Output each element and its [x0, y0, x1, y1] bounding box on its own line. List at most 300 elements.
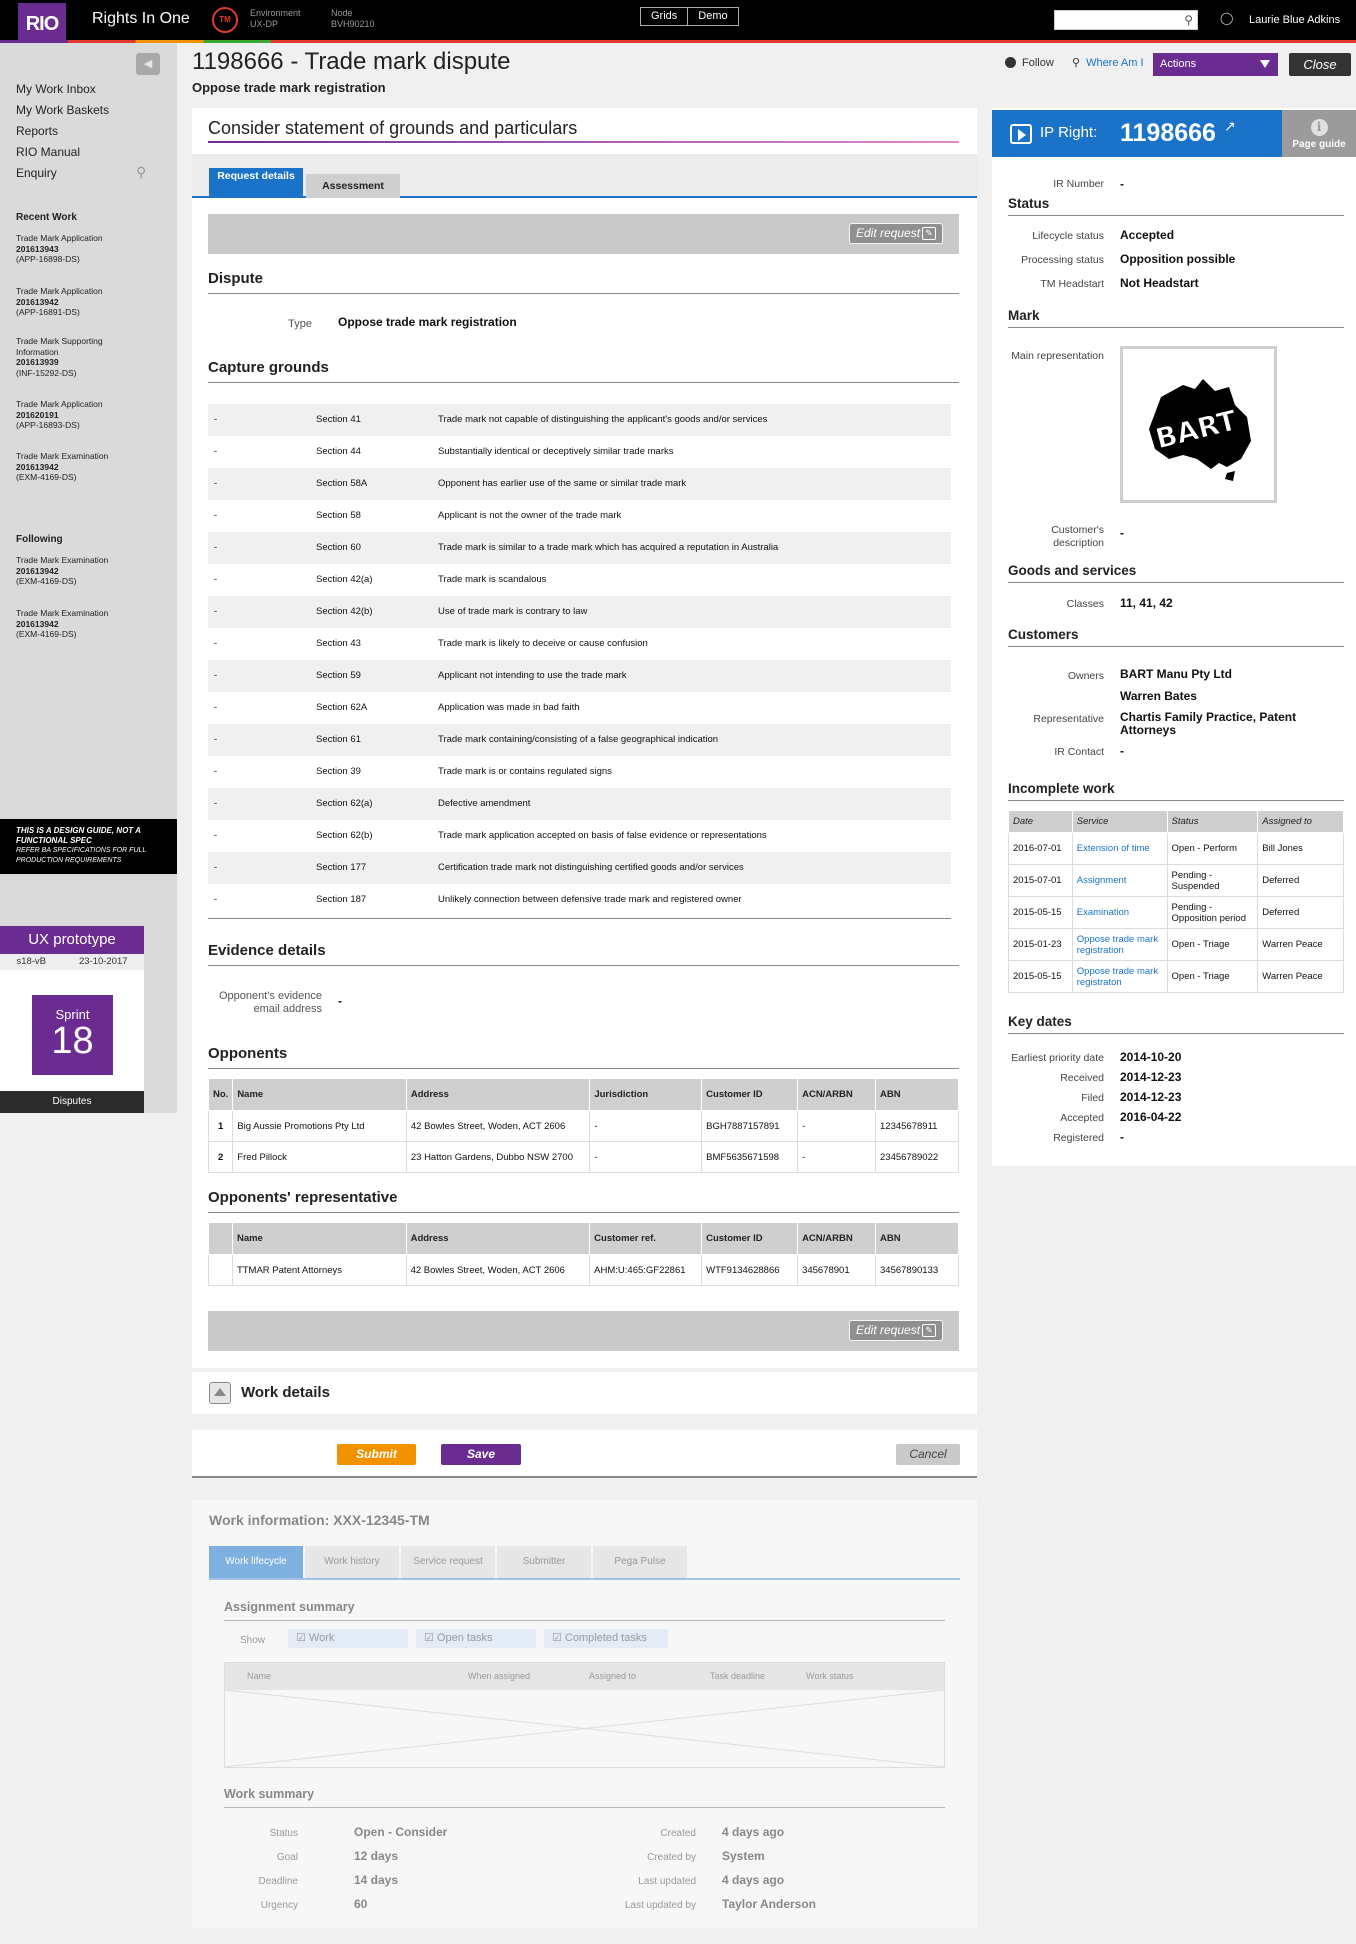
ground-desc: Trade mark is likely to deceive or cause confusion [438, 638, 648, 649]
tab-request-details[interactable]: Request details [209, 168, 303, 198]
column-header[interactable]: Service [1072, 811, 1167, 833]
ground-flag: - [214, 862, 218, 873]
ground-flag: - [214, 830, 218, 841]
mark-heading: Mark [1008, 308, 1040, 323]
column-header[interactable]: Customer ID [702, 1223, 798, 1255]
incomplete-work-row[interactable] [1009, 865, 1344, 897]
demo-button[interactable]: Demo [698, 10, 728, 22]
goal-label: Goal [276, 1852, 298, 1863]
table-cell: Warren Peace [1258, 929, 1344, 961]
grids-button[interactable]: Grids [641, 8, 688, 25]
work-info-tabs [209, 1546, 960, 1580]
table-cell: 2 [209, 1142, 233, 1173]
ground-flag: - [214, 510, 218, 521]
recent-work-heading: Recent Work [16, 212, 77, 223]
ground-flag: - [214, 734, 218, 745]
deadline-value: 14 days [354, 1873, 399, 1887]
ground-flag: - [214, 638, 218, 649]
status-heading: Status [1008, 196, 1050, 211]
dispute-heading: Dispute [208, 270, 264, 287]
table-cell: BGH7887157891 [702, 1111, 798, 1142]
table-cell: Deferred [1258, 897, 1344, 929]
tab-pega-pulse[interactable]: Pega Pulse [593, 1546, 687, 1578]
assignment-grid [224, 1662, 945, 1768]
chevron-down-icon [1260, 60, 1270, 68]
goods-services-heading: Goods and services [1008, 563, 1137, 578]
opponent-row[interactable] [209, 1142, 959, 1173]
table-cell: Fred Pillock [233, 1142, 407, 1173]
ground-desc: Unlikely connection between defensive trade mark and registered owner [438, 894, 742, 905]
table-cell: WTF9134628866 [702, 1255, 798, 1286]
classes-label: Classes [1066, 598, 1104, 610]
status-value: Open - Consider [354, 1825, 448, 1839]
table-cell: 2015-01-23 [1009, 929, 1073, 961]
table-cell: - [798, 1142, 876, 1173]
table-cell[interactable]: Examination [1072, 897, 1167, 929]
capture-grounds-heading: Capture grounds [208, 359, 329, 376]
tm-badge-icon: TM [212, 7, 238, 33]
ir-number-label: IR Number [1053, 178, 1104, 190]
divider [208, 918, 951, 919]
divider [208, 293, 959, 294]
ground-section: Section 44 [316, 446, 361, 457]
table-cell[interactable]: Extension of time [1072, 833, 1167, 865]
table-cell: Open - Perform [1167, 833, 1258, 865]
divider [224, 1807, 945, 1808]
follow-button[interactable]: Follow [1005, 57, 1054, 69]
column-header[interactable]: Date [1009, 811, 1073, 833]
ground-row[interactable] [208, 596, 951, 628]
info-icon: i [1311, 119, 1328, 136]
tab-work-lifecycle[interactable]: Work lifecycle [209, 1546, 303, 1578]
ground-flag: - [214, 446, 218, 457]
ground-section: Section 59 [316, 670, 361, 681]
ground-section: Section 42(b) [316, 606, 373, 617]
collapse-up-icon[interactable] [209, 1382, 231, 1404]
ground-desc: Trade mark containing/consisting of a false geographical indication [438, 734, 719, 745]
ip-right-panel [992, 108, 1356, 1166]
ir-number-value: - [1120, 177, 1124, 191]
key-date-label: Received [1060, 1072, 1104, 1084]
opponent-row[interactable] [209, 1111, 959, 1142]
column-header[interactable]: ACN/ARBN [798, 1079, 876, 1111]
column-header[interactable]: Name [232, 1223, 406, 1255]
edit-icon: ✎ [922, 227, 936, 240]
ground-desc: Defective amendment [438, 798, 531, 809]
ground-flag: - [214, 414, 218, 425]
divider [1008, 646, 1344, 647]
table-cell: Open - Triage [1167, 961, 1258, 993]
cancel-button[interactable]: Cancel [896, 1444, 960, 1465]
assignment-grid-header: Name When assigned Assigned to Task deadline Work status [225, 1663, 944, 1690]
table-cell: Pending - Opposition period [1167, 897, 1258, 929]
headstart-label: TM Headstart [1040, 278, 1104, 290]
table-cell: - [590, 1111, 702, 1142]
save-button[interactable]: Save [441, 1444, 521, 1465]
tab-bar [192, 154, 977, 198]
ground-row[interactable] [208, 724, 951, 756]
incomplete-work-row[interactable] [1009, 897, 1344, 929]
environment-info: Environment UX-DP [250, 8, 301, 29]
sidebar-item-reports[interactable]: Reports [16, 124, 59, 138]
opponents-rep-heading: Opponents' representative [208, 1189, 398, 1206]
work-summary-heading: Work summary [224, 1787, 315, 1801]
ground-desc: Opponent has earlier use of the same or similar trade mark [438, 478, 687, 489]
opponents-table [208, 1078, 959, 1173]
ground-desc: Application was made in bad faith [438, 702, 580, 713]
lifecycle-label: Lifecycle status [1032, 230, 1104, 242]
representative-row[interactable] [209, 1255, 959, 1286]
grids-demo-toggle [640, 7, 739, 26]
ground-flag: - [214, 670, 218, 681]
column-header[interactable]: Address [406, 1079, 589, 1111]
key-date-value: 2014-12-23 [1120, 1070, 1182, 1084]
customer-description-value: - [1120, 526, 1124, 540]
ground-section: Section 43 [316, 638, 361, 649]
ground-row[interactable] [208, 436, 951, 468]
divider [208, 382, 959, 383]
design-guide-notice: THIS IS A DESIGN GUIDE, NOT A FUNCTIONAL SPEC REFER BA SPECIFICATIONS FOR FULL PRODUCTION REQUIREMENTS [0, 819, 177, 874]
opponents-heading: Opponents [208, 1045, 288, 1062]
tab-work-history[interactable]: Work history [305, 1546, 399, 1578]
evidence-email-value: - [338, 994, 342, 1008]
divider [1008, 215, 1344, 216]
table-cell: 1 [209, 1111, 233, 1142]
ground-desc: Trade mark is or contains regulated signs [438, 766, 612, 777]
recent-work-item[interactable]: Trade Mark Application 201613943 (APP-16898-DS) [16, 233, 103, 264]
key-date-value: - [1120, 1130, 1124, 1144]
table-cell: Warren Peace [1258, 961, 1344, 993]
ground-section: Section 62(a) [316, 798, 373, 809]
table-cell: - [590, 1142, 702, 1173]
ux-footer: Disputes [0, 1091, 144, 1113]
status-label: Status [269, 1828, 298, 1839]
sidebar-item-enquiry[interactable]: Enquiry [16, 166, 57, 180]
collapse-sidebar-button[interactable]: ◀ [136, 53, 160, 75]
table-cell: Open - Triage [1167, 929, 1258, 961]
processing-label: Processing status [1021, 254, 1104, 266]
ground-desc: Trade mark not capable of distinguishing the applicant's goods and/or services [438, 414, 768, 425]
ground-flag: - [214, 574, 218, 585]
ground-section: Section 61 [316, 734, 361, 745]
table-cell: 2015-05-15 [1009, 961, 1073, 993]
ground-row[interactable] [208, 628, 951, 660]
recent-work-item[interactable]: Trade Mark Examination 201613942 (EXM-4169-DS) [16, 451, 109, 482]
ground-desc: Trade mark is scandalous [438, 574, 547, 585]
table-cell[interactable]: Oppose trade mark registraton [1072, 961, 1167, 993]
grounds-list [208, 404, 951, 916]
deadline-label: Deadline [258, 1876, 298, 1887]
table-cell: Bill Jones [1258, 833, 1344, 865]
submit-button[interactable]: Submit [337, 1444, 416, 1465]
owners-label: Owners [1067, 670, 1104, 682]
page-guide-button[interactable]: i Page guide [1282, 110, 1356, 157]
following-item[interactable]: Trade Mark Examination 201613942 (EXM-4169-DS) [16, 555, 109, 586]
ground-flag: - [214, 894, 218, 905]
type-label: Type [288, 318, 312, 330]
key-date-value: 2014-10-20 [1120, 1050, 1182, 1064]
recent-work-item[interactable]: Trade Mark Application 201613942 (APP-16891-DS) [16, 286, 103, 317]
search-input[interactable] [1054, 10, 1198, 30]
top-bar [0, 0, 1356, 40]
table-cell[interactable]: Assignment [1072, 865, 1167, 897]
ux-version-row: s18-vB 23-10-2017 [0, 954, 144, 970]
customers-heading: Customers [1008, 627, 1079, 642]
column-header[interactable]: Customer ID [702, 1079, 798, 1111]
representative-table [208, 1222, 959, 1286]
evidence-heading: Evidence details [208, 942, 326, 959]
divider [208, 965, 959, 966]
ground-desc: Trade mark application accepted on basis of false evidence or representations [438, 830, 767, 841]
recent-work-item[interactable]: Trade Mark Application 201620191 (APP-16893-DS) [16, 399, 103, 430]
table-cell: 34567890133 [876, 1255, 959, 1286]
ground-section: Section 58 [316, 510, 361, 521]
headstart-value: Not Headstart [1120, 276, 1199, 290]
follow-icon [1005, 57, 1016, 68]
ground-section: Section 58A [316, 478, 368, 489]
close-button[interactable]: Close [1289, 53, 1351, 76]
edit-request-button[interactable]: Edit request ✎ [849, 223, 943, 244]
column-header[interactable]: No. [209, 1079, 233, 1111]
following-item[interactable]: Trade Mark Examination 201613942 (EXM-4169-DS) [16, 608, 109, 639]
ground-section: Section 187 [316, 894, 367, 905]
key-dates-heading: Key dates [1008, 1014, 1072, 1029]
ux-prototype-card [0, 926, 144, 1113]
ground-section: Section 62A [316, 702, 368, 713]
column-header[interactable]: Address [406, 1223, 590, 1255]
ip-right-number[interactable]: 1198666 [1120, 119, 1216, 147]
key-date-label: Accepted [1060, 1112, 1104, 1124]
recent-work-item[interactable]: Trade Mark Supporting Information 201613939 (INF-15292-DS) [16, 336, 103, 378]
table-cell: 23456789022 [876, 1142, 959, 1173]
actions-dropdown[interactable]: Actions [1153, 53, 1278, 76]
ground-row[interactable] [208, 404, 951, 436]
column-header[interactable] [209, 1223, 233, 1255]
ground-section: Section 62(b) [316, 830, 373, 841]
key-date-label: Registered [1053, 1132, 1104, 1144]
ground-desc: Substantially identical or deceptively similar trade marks [438, 446, 674, 457]
ground-desc: Use of trade mark is contrary to law [438, 606, 588, 617]
last-updated-label: Last updated [638, 1876, 696, 1887]
table-cell: 2015-07-01 [1009, 865, 1073, 897]
ground-desc: Applicant is not the owner of the trade mark [438, 510, 622, 521]
column-header[interactable]: Jurisdiction [590, 1079, 702, 1111]
open-tasks-checkbox[interactable]: ☑ Open tasks [416, 1629, 536, 1648]
incomplete-work-row[interactable] [1009, 961, 1344, 993]
ground-section: Section 42(a) [316, 574, 373, 585]
work-info-heading: Work information: XXX-12345-TM [209, 1512, 430, 1528]
ground-flag: - [214, 766, 218, 777]
ground-row[interactable] [208, 820, 951, 852]
table-cell: Pending - Suspended [1167, 865, 1258, 897]
urgency-label: Urgency [260, 1900, 298, 1911]
classes-value: 11, 41, 42 [1120, 596, 1173, 610]
ground-row[interactable] [208, 500, 951, 532]
column-header[interactable]: Status [1167, 811, 1258, 833]
completed-tasks-checkbox[interactable]: ☑ Completed tasks [544, 1629, 668, 1648]
ground-row[interactable] [208, 468, 951, 500]
node-info: Node BVH90210 [331, 8, 375, 29]
ground-row[interactable] [208, 532, 951, 564]
ir-contact-label: IR Contact [1054, 746, 1104, 758]
last-updated-by-label: Last updated by [624, 1900, 696, 1911]
app-title: Rights In One [92, 10, 190, 27]
main-representation-label: Main representation [1011, 350, 1104, 362]
ground-flag: - [214, 702, 218, 713]
divider [1008, 582, 1344, 583]
created-label: Created [660, 1828, 696, 1839]
table-cell: Big Aussie Promotions Pty Ltd [233, 1111, 407, 1142]
ground-desc: Certification trade mark not distinguishing certified goods and/or services [438, 862, 744, 873]
ground-row[interactable] [208, 788, 951, 820]
edit-request-button[interactable]: Edit request ✎ [849, 1320, 943, 1341]
ground-row[interactable] [208, 884, 951, 916]
following-heading: Following [16, 534, 63, 545]
show-label: Show [239, 1635, 265, 1646]
page-subtitle: Oppose trade mark registration [192, 80, 386, 95]
task-title: Consider statement of grounds and particulars [208, 118, 578, 138]
column-header[interactable]: ABN [876, 1223, 959, 1255]
incomplete-work-heading: Incomplete work [1008, 781, 1115, 796]
divider [208, 1068, 959, 1069]
ir-contact-value: - [1120, 744, 1124, 758]
created-value: 4 days ago [722, 1825, 785, 1839]
ground-row[interactable] [208, 852, 951, 884]
goal-value: 12 days [354, 1849, 399, 1863]
divider [1008, 800, 1344, 801]
table-cell: Deferred [1258, 865, 1344, 897]
work-checkbox[interactable]: ☑ Work [288, 1629, 408, 1648]
sidebar-item-manual[interactable]: RIO Manual [16, 145, 81, 159]
lifecycle-value: Accepted [1120, 228, 1175, 242]
trade-mark-image[interactable] [1120, 346, 1277, 503]
incomplete-work-row[interactable] [1009, 833, 1344, 865]
ground-section: Section 41 [316, 414, 361, 425]
search-icon[interactable]: ⚲ [1184, 13, 1193, 27]
submit-bar [192, 1430, 977, 1478]
ground-section: Section 177 [316, 862, 367, 873]
urgency-value: 60 [354, 1897, 368, 1911]
work-information-panel [192, 1500, 977, 1928]
divider [224, 1620, 945, 1621]
ground-section: Section 60 [316, 542, 361, 553]
location-pin-icon: ⚲ [1072, 57, 1081, 69]
ground-section: Section 39 [316, 766, 361, 777]
external-link-icon[interactable]: ↗ [1224, 118, 1236, 134]
ground-row[interactable] [208, 692, 951, 724]
owner-1: BART Manu Pty Ltd [1120, 667, 1232, 681]
edit-request-bar [208, 1311, 959, 1351]
task-title-underline [208, 141, 959, 143]
column-header[interactable]: Assigned to [1258, 811, 1344, 833]
ground-flag: - [214, 542, 218, 553]
column-header[interactable]: Name [233, 1079, 407, 1111]
edit-icon: ✎ [922, 1324, 936, 1337]
bart-map-logo [1123, 349, 1274, 500]
incomplete-work-table [1008, 810, 1344, 993]
rio-logo[interactable]: RIO [18, 3, 66, 40]
page-title: 1198666 - Trade mark dispute [192, 48, 511, 75]
ground-desc: Applicant not intending to use the trade mark [438, 670, 627, 681]
where-am-i-link[interactable]: ⚲ Where Am I [1072, 57, 1144, 69]
created-by-label: Created by [647, 1852, 696, 1863]
divider [208, 1212, 959, 1213]
tab-submitter[interactable]: Submitter [497, 1546, 591, 1578]
ground-flag: - [214, 478, 218, 489]
svg-text:BART: BART [1152, 403, 1241, 456]
ip-right-header [992, 110, 1282, 157]
representative-label: Representative [1033, 713, 1104, 725]
divider [1008, 327, 1344, 328]
incomplete-work-row[interactable] [1009, 929, 1344, 961]
ground-row[interactable] [208, 564, 951, 596]
ground-desc: Trade mark is similar to a trade mark which has acquired a reputation in Australia [438, 542, 779, 553]
table-cell: 42 Bowles Street, Woden, ACT 2606 [406, 1111, 589, 1142]
tab-assessment[interactable]: Assessment [306, 174, 400, 198]
empty-grid-placeholder [225, 1690, 944, 1767]
ip-right-label: IP Right: [1040, 124, 1098, 141]
last-updated-value: 4 days ago [722, 1873, 785, 1887]
representative-value: Chartis Family Practice, Patent Attorneys [1120, 710, 1297, 737]
key-date-label: Earliest priority date [1011, 1052, 1104, 1064]
table-cell: AHM:U:465:GF22861 [590, 1255, 702, 1286]
processing-value: Opposition possible [1120, 252, 1236, 266]
column-header[interactable]: ABN [876, 1079, 959, 1111]
table-cell: 2015-05-15 [1009, 897, 1073, 929]
key-date-value: 2014-12-23 [1120, 1090, 1182, 1104]
assignment-summary-heading: Assignment summary [224, 1600, 355, 1614]
table-cell: - [798, 1111, 876, 1142]
tab-service-request[interactable]: Service request [401, 1546, 495, 1578]
created-by-value: System [722, 1849, 765, 1863]
sidebar-item-baskets[interactable]: My Work Baskets [16, 103, 110, 117]
owner-2: Warren Bates [1120, 689, 1197, 703]
key-date-value: 2016-04-22 [1120, 1110, 1182, 1124]
ground-flag: - [214, 798, 218, 809]
sidebar-item-inbox[interactable]: My Work Inbox [16, 82, 96, 96]
table-cell: 2016-07-01 [1009, 833, 1073, 865]
table-cell: TTMAR Patent Attorneys [232, 1255, 406, 1286]
enquiry-search-icon[interactable]: ⚲ [136, 164, 147, 180]
type-value: Oppose trade mark registration [338, 315, 517, 329]
play-icon[interactable] [1010, 124, 1032, 144]
sprint-badge: Sprint 18 [32, 995, 113, 1075]
user-icon: ◯ [1220, 11, 1234, 25]
table-cell[interactable]: Oppose trade mark registration [1072, 929, 1167, 961]
work-details-heading: Work details [241, 1384, 330, 1401]
evidence-email-label: Opponent's evidence email address [218, 990, 322, 1015]
work-details-section[interactable] [192, 1372, 977, 1414]
table-cell: 12345678911 [876, 1111, 959, 1142]
customer-description-label: Customer's description [1051, 524, 1104, 549]
last-updated-by-value: Taylor Anderson [722, 1897, 817, 1911]
table-cell [209, 1255, 233, 1286]
table-cell: 23 Hatton Gardens, Dubbo NSW 2700 [406, 1142, 589, 1173]
column-header[interactable]: ACN/ARBN [798, 1223, 876, 1255]
ground-row[interactable] [208, 660, 951, 692]
column-header[interactable]: Customer ref. [590, 1223, 702, 1255]
table-cell: 345678901 [798, 1255, 876, 1286]
user-name[interactable]: Laurie Blue Adkins [1249, 14, 1341, 26]
ground-row[interactable] [208, 756, 951, 788]
main-panel [192, 108, 977, 1368]
table-cell: BMF5635671598 [702, 1142, 798, 1173]
key-date-label: Filed [1081, 1092, 1104, 1104]
ux-title: UX prototype [0, 926, 144, 954]
ground-flag: - [214, 606, 218, 617]
brand-stripe [0, 40, 1356, 43]
table-cell: 42 Bowles Street, Woden, ACT 2606 [406, 1255, 590, 1286]
